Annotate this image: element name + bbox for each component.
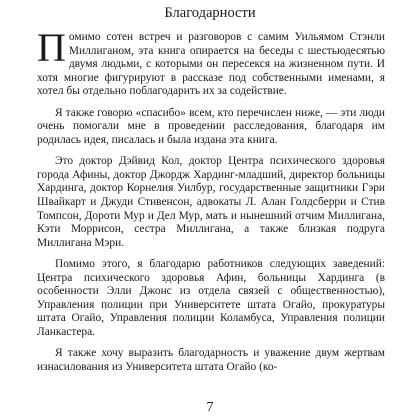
drop-cap: П [37,25,66,70]
paragraph-1 [37,25,385,99]
paragraph-5: Я также хочу выразить благодарность и уважение двум жертвам изнасилования из Университета штата Огайо (ко- [37,347,385,374]
paragraph-4: Помимо этого, я благодарю работников следующих заведений: Центра психического здоровья Афин, больницы Хардинга (в особенности Элли Джонс из отдела связей с общественностью), Управления полиции при Университете штата Огайо, прокуратуры штата Огайо, Управления полиции Коламбуса, Управления полиции Ланкастера. [37,258,385,338]
paragraph-1-text: омимо сотен встреч и разговоров с самим Уильямом Стэнли Миллиганом, эта книга опирается на беседы с шестьюдесятью двумя людьми, с которыми он пересекся на жизненном пути. И хотя многие фигурируют в рассказе под собственными именами, я хотел бы отдельно поблагодарить их за содействие. [37,31,385,98]
body-text [37,25,385,375]
paragraph-2: Я также говорю «спасибо» всем, кто перечислен ниже, — эти люди очень помогали мне в проведении расследования, благодаря им родилась идея, писалась и была издана эта книга. [37,106,385,146]
page-number: 7 [206,400,214,415]
page-title: Благодарности [164,5,256,21]
paragraph-3: Это доктор Дэйвид Кол, доктор Центра психического здоровья города Афины, доктор Джордж Хардинг-младший, директор больницы Хардинга, доктор Корнелия Уилбур, государственные защитники Гэри Швайкарт и Джуди Стивенсон, адвокаты Л. Алан Голдсберри и Стив Томпсон, Дороти Мур и Дел Мур, мать и нынешний отчим Миллигана, Кэти Моррисон, сестра Миллигана, а также близкая подруга Миллигана Мэри. [37,155,385,249]
